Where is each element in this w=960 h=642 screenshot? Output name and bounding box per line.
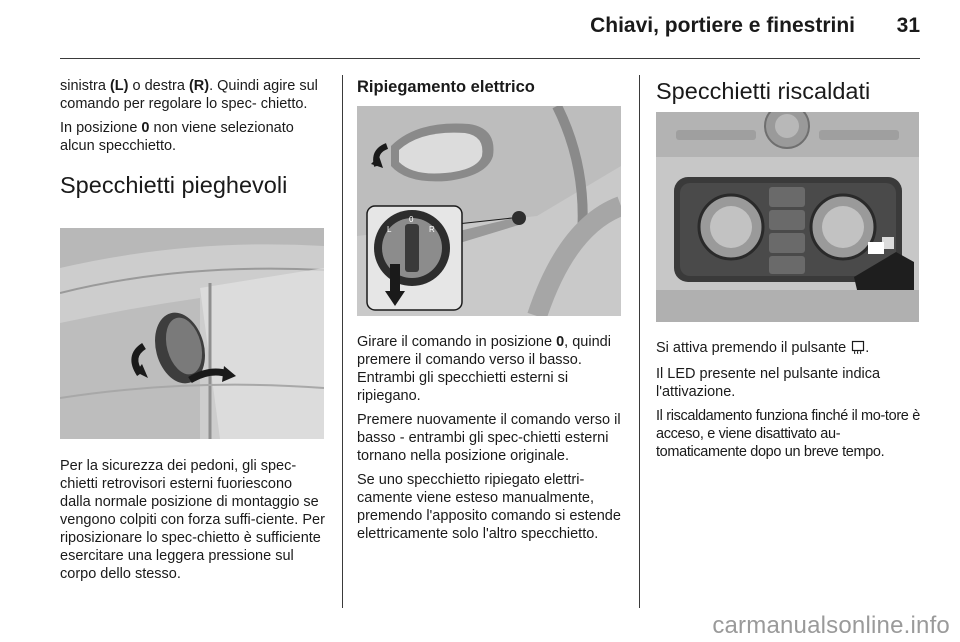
figure-climate-panel xyxy=(656,112,919,322)
paragraph-continuation: sinistra (L) o destra (R). Quindi agire sul comando per regolare lo spec- chietto. xyxy=(60,78,318,112)
page-header-title: Chiavi, portiere e finestrini xyxy=(590,14,855,37)
column-3-lower xyxy=(656,339,921,467)
section-heading-heated-mirrors: Specchietti riscaldati xyxy=(656,78,871,104)
site-watermark: carmanualsonline.info xyxy=(712,612,950,639)
paragraph-manual-extension: Se uno specchietto ripiegato elettri-camente viene esteso manualmente, premendo l'apposito comando si estende elettricamente solo l'altro specchietto. xyxy=(357,472,621,542)
switch-label-right: R xyxy=(429,225,435,234)
column-divider-1 xyxy=(342,75,343,608)
paragraph-led-indicator: Il LED presente nel pulsante indica l'attivazione. xyxy=(656,366,881,400)
column-3 xyxy=(656,77,921,105)
column-1 xyxy=(60,77,325,199)
paragraph-turn-switch: Girare il comando in posizione 0, quindi premere il comando verso il basso. Entrambi gli specchietti esterni si ripiegano. xyxy=(357,334,611,404)
paragraph-activate-button: Si attiva premendo il pulsante . xyxy=(656,339,921,359)
paragraph-pedestrian-safety: Per la sicurezza dei pedoni, gli spec-chietti retrovisori esterni fuoriescono dalla normale posizione di montaggio se vengono colpiti con forza suffi-ciente. Per riposizionare lo spec-chietto è sufficiente esercitare una leggera pressione sul corpo dello stesso. xyxy=(60,458,325,582)
header-rule xyxy=(60,58,920,59)
heated-mirror-icon xyxy=(851,340,865,359)
section-heading-folding-mirrors: Specchietti pieghevoli xyxy=(60,172,288,198)
paragraph-press-again: Premere nuovamente il comando verso il basso - entrambi gli spec-chietti esterni tornano nella posizione originale. xyxy=(357,412,621,464)
column-2-lower xyxy=(357,333,622,549)
column-1-lower xyxy=(60,457,325,589)
section-heading-electric-folding: Ripiegamento elettrico xyxy=(357,78,535,96)
switch-label-center: 0 xyxy=(409,215,414,224)
paragraph-heating-duration: Il riscaldamento funziona finché il mo-tore è acceso, e viene disattivato au-tomaticamente dopo un breve tempo. xyxy=(656,408,920,460)
switch-label-left: L xyxy=(387,225,392,234)
page-number: 31 xyxy=(896,14,920,37)
paragraph-position-zero: In posizione 0 non viene selezionato alcun specchietto. xyxy=(60,120,294,154)
figure-electric-folding-switch xyxy=(357,106,621,316)
column-2 xyxy=(357,77,622,97)
column-divider-2 xyxy=(639,75,640,608)
figure-folding-mirror xyxy=(60,228,324,439)
